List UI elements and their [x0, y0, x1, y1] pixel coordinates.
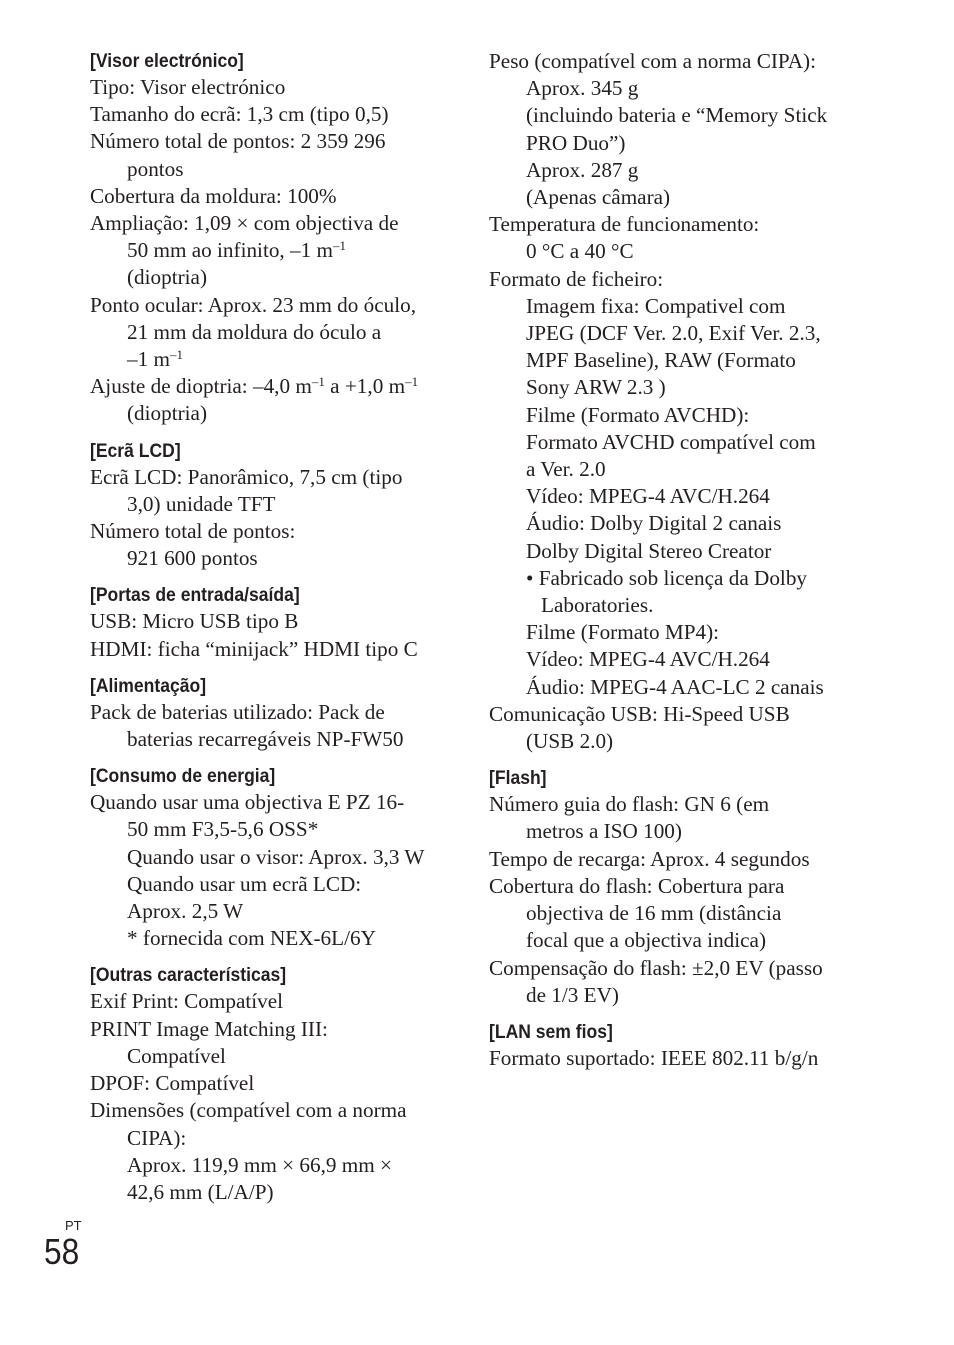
spec-line: Cobertura da moldura: 100%	[90, 183, 337, 208]
spec-line: MPF Baseline), RAW (Formato	[526, 348, 796, 373]
section-heading: [Alimentação]	[90, 674, 207, 697]
spec-line: focal que a objectiva indica)	[526, 928, 767, 953]
spec-line: de 1/3 EV)	[526, 982, 619, 1007]
section-heading: [Ecrã LCD]	[90, 439, 181, 462]
spec-text: –1 m	[127, 347, 170, 372]
spec-line: Exif Print: Compatível	[90, 989, 284, 1014]
spec-line: Dolby Digital Stereo Creator	[526, 538, 772, 563]
superscript: –1	[405, 374, 419, 390]
spec-line: Aprox. 119,9 mm × 66,9 mm ×	[127, 1152, 392, 1177]
spec-line: Formato de ficheiro:	[489, 266, 664, 291]
spec-line: Tempo de recarga: Aprox. 4 segundos	[489, 846, 810, 871]
section-heading: [LAN sem fios]	[489, 1020, 613, 1043]
spec-line: Pack de baterias utilizado: Pack de	[90, 699, 385, 724]
spec-line: 3,0) unidade TFT	[127, 491, 276, 516]
spec-line: Quando usar uma objectiva E PZ 16-	[90, 790, 405, 815]
spec-line: Aprox. 287 g	[526, 157, 639, 182]
spec-line: * fornecida com NEX-6L/6Y	[127, 926, 376, 951]
spec-line: 921 600 pontos	[127, 546, 258, 571]
section-general	[489, 48, 849, 755]
spec-line: (Apenas câmara)	[526, 185, 671, 210]
superscript: –1	[311, 374, 325, 390]
spec-line: Áudio: Dolby Digital 2 canais	[526, 511, 782, 536]
spec-line: 50 mm F3,5-5,6 OSS*	[127, 817, 319, 842]
spec-line: Aprox. 2,5 W	[127, 899, 244, 924]
spec-line: CIPA):	[127, 1125, 187, 1150]
right-column	[489, 48, 849, 1082]
spec-line: Dimensões (compatível com a norma	[90, 1098, 407, 1123]
bullet-line: • Fabricado sob licença da Dolby	[526, 565, 808, 590]
spec-line: (dioptria)	[127, 265, 208, 290]
section-consumption	[90, 763, 460, 952]
spec-line: Ampliação: 1,09 × com objectiva de	[90, 211, 399, 236]
spec-line: Ecrã LCD: Panorâmico, 7,5 cm (tipo	[90, 464, 403, 489]
spec-line: Peso (compatível com a norma CIPA):	[489, 49, 816, 73]
spec-line: pontos	[127, 156, 184, 181]
spec-line: Comunicação USB: Hi-Speed USB	[489, 701, 790, 726]
spec-text: a +1,0 m	[324, 374, 406, 399]
section-viewfinder	[90, 48, 460, 428]
section-heading: [Consumo de energia]	[90, 765, 276, 788]
spec-line: (dioptria)	[127, 401, 208, 426]
spec-line: DPOF: Compatível	[90, 1071, 255, 1096]
spec-line: Imagem fixa: Compativel com	[526, 293, 786, 318]
spec-line: 42,6 mm (L/A/P)	[127, 1179, 274, 1204]
spec-line: 21 mm da moldura do óculo a	[127, 319, 382, 344]
spec-line: Filme (Formato AVCHD):	[526, 402, 750, 427]
spec-line: Vídeo: MPEG-4 AVC/H.264	[526, 484, 770, 509]
superscript: –1	[169, 347, 183, 363]
spec-line: baterias recarregáveis NP-FW50	[127, 727, 404, 752]
section-heading: [Outras características]	[90, 964, 287, 987]
spec-line: Laboratories.	[541, 593, 654, 618]
spec-line: Compensação do flash: ±2,0 EV (passo	[489, 955, 823, 980]
spec-line: Compatível	[127, 1043, 226, 1068]
section-other-features	[90, 962, 460, 1206]
spec-line: a Ver. 2.0	[526, 457, 606, 482]
spec-line: PRINT Image Matching III:	[90, 1016, 328, 1041]
spec-line: Formato AVCHD compatível com	[526, 429, 816, 454]
left-column	[90, 48, 460, 1216]
section-heading: [Flash]	[489, 767, 547, 790]
spec-line	[90, 237, 460, 264]
spec-line	[90, 346, 460, 373]
spec-line: Número guia do flash: GN 6 (em	[489, 792, 770, 817]
spec-line: Número total de pontos: 2 359 296	[90, 129, 386, 154]
spec-line: Quando usar o visor: Aprox. 3,3 W	[127, 844, 425, 869]
spec-line: JPEG (DCF Ver. 2.0, Exif Ver. 2.3,	[526, 321, 821, 346]
spec-line: Sony ARW 2.3 )	[526, 375, 666, 400]
spec-line: Cobertura do flash: Cobertura para	[489, 873, 785, 898]
section-lcd	[90, 438, 460, 573]
section-flash	[489, 765, 849, 1009]
section-power	[90, 673, 460, 753]
spec-line: Aprox. 345 g	[526, 76, 639, 101]
spec-line: Tamanho do ecrã: 1,3 cm (tipo 0,5)	[90, 102, 389, 127]
spec-line: Temperatura de funcionamento:	[489, 212, 760, 237]
spec-line: Quando usar um ecrã LCD:	[127, 871, 362, 896]
spec-line: Vídeo: MPEG-4 AVC/H.264	[526, 647, 770, 672]
spec-line: PRO Duo”)	[526, 130, 626, 155]
spec-line: (incluindo bateria e “Memory Stick	[526, 103, 828, 128]
spec-line: Ponto ocular: Aprox. 23 mm do óculo,	[90, 292, 417, 317]
language-code: PT	[65, 1218, 82, 1233]
section-ports	[90, 582, 460, 662]
spec-line: Filme (Formato MP4):	[526, 620, 720, 645]
section-heading: [Portas de entrada/saída]	[90, 584, 300, 607]
spec-line: objectiva de 16 mm (distância	[526, 901, 782, 926]
spec-line: metros a ISO 100)	[526, 819, 682, 844]
section-wireless-lan	[489, 1019, 849, 1072]
spec-text: 50 mm ao infinito, –1 m	[127, 238, 333, 263]
spec-line: Formato suportado: IEEE 802.11 b/g/n	[489, 1045, 819, 1070]
spec-line: HDMI: ficha “minijack” HDMI tipo C	[90, 636, 418, 661]
page-number: 58	[44, 1231, 80, 1272]
spec-line	[90, 373, 460, 400]
spec-line: 0 °C a 40 °C	[526, 239, 634, 264]
spec-line: Áudio: MPEG-4 AAC-LC 2 canais	[526, 674, 824, 699]
spec-line: USB: Micro USB tipo B	[90, 609, 299, 634]
spec-line: Tipo: Visor electrónico	[90, 75, 286, 99]
section-heading: [Visor electrónico]	[90, 50, 244, 72]
spec-text: Ajuste de dioptria: –4,0 m	[90, 374, 312, 399]
spec-line: (USB 2.0)	[526, 729, 614, 754]
spec-line: Número total de pontos:	[90, 519, 296, 544]
superscript: –1	[332, 238, 346, 254]
